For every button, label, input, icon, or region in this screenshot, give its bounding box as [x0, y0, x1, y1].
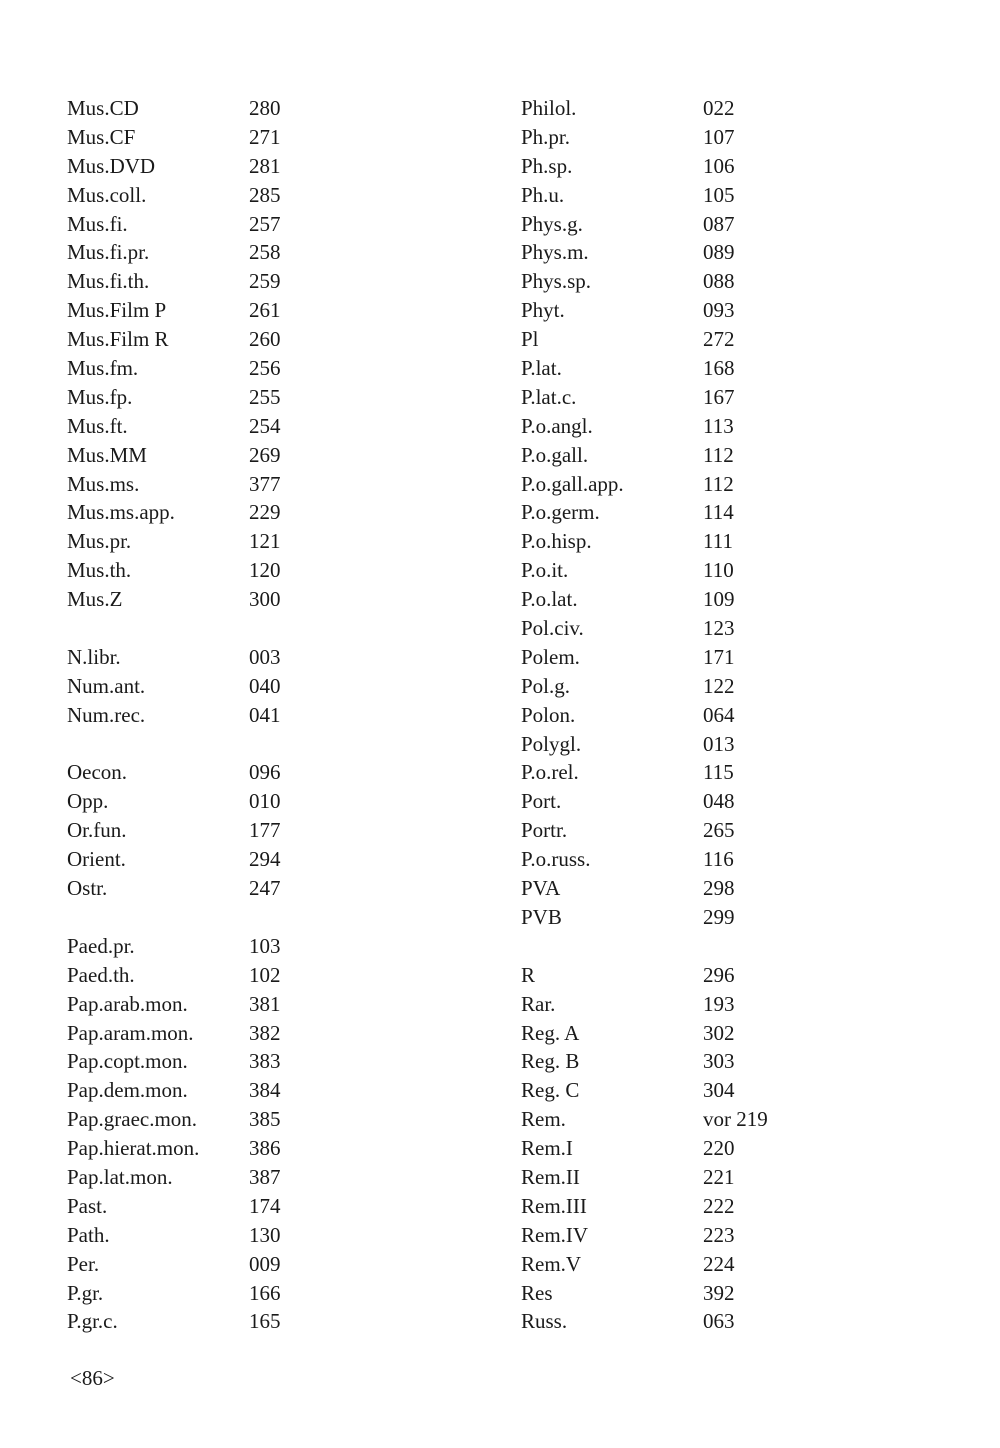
index-entry [521, 498, 768, 527]
entry-code: 174 [249, 1193, 281, 1218]
entry-abbreviation: P.lat. [521, 356, 562, 381]
entry-abbreviation: PVB [521, 904, 562, 929]
entry-code: 113 [703, 413, 734, 438]
entry-abbreviation: Mus.fp. [67, 384, 133, 409]
entry-abbreviation: Mus.ms.app. [67, 500, 175, 525]
entry-code: 103 [249, 933, 281, 958]
entry-abbreviation: Opp. [67, 789, 109, 814]
index-entry [67, 354, 281, 383]
entry-abbreviation: Reg. B [521, 1049, 580, 1074]
left-index-column [67, 94, 281, 1336]
entry-code: 040 [249, 673, 281, 698]
entry-code: 123 [703, 616, 735, 641]
entry-code: 384 [249, 1078, 281, 1103]
index-entry [67, 845, 281, 874]
entry-code: 381 [249, 991, 281, 1016]
entry-abbreviation: Num.ant. [67, 673, 146, 698]
index-entry [67, 1250, 281, 1279]
entry-code: 010 [249, 789, 281, 814]
index-entry [521, 325, 768, 354]
index-entry [67, 181, 281, 210]
section-gap [67, 903, 281, 932]
index-entry [521, 556, 768, 585]
entry-abbreviation: Num.rec. [67, 702, 146, 727]
entry-code: 166 [249, 1280, 281, 1305]
index-entry [521, 730, 768, 759]
entry-code: 112 [703, 442, 734, 467]
entry-abbreviation: Paed.pr. [67, 933, 135, 958]
entry-code: 048 [703, 789, 735, 814]
entry-abbreviation: Oecon. [67, 760, 128, 785]
entry-code: 294 [249, 847, 281, 872]
index-entry [67, 527, 281, 556]
index-entry [67, 1076, 281, 1105]
entry-abbreviation: Ph.u. [521, 182, 565, 207]
index-entry [67, 932, 281, 961]
entry-code: 009 [249, 1251, 281, 1276]
entry-abbreviation: Mus.th. [67, 558, 132, 583]
entry-abbreviation: Mus.coll. [67, 182, 147, 207]
entry-code: 121 [249, 529, 281, 554]
entry-abbreviation: Mus.ms. [67, 471, 140, 496]
index-entry [67, 816, 281, 845]
index-entry [521, 990, 768, 1019]
index-entry [521, 1163, 768, 1192]
index-entry [521, 1221, 768, 1250]
entry-abbreviation: Mus.DVD [67, 153, 156, 178]
entry-code: 304 [703, 1078, 735, 1103]
entry-abbreviation: Pol.civ. [521, 616, 584, 641]
index-entry [521, 701, 768, 730]
entry-abbreviation: P.o.rel. [521, 760, 579, 785]
index-entry [67, 1307, 281, 1336]
index-entry [521, 470, 768, 499]
entry-code: 255 [249, 384, 281, 409]
entry-abbreviation: Paed.th. [67, 962, 135, 987]
entry-abbreviation: P.o.angl. [521, 413, 593, 438]
entry-abbreviation: Port. [521, 789, 562, 814]
index-entry [521, 152, 768, 181]
entry-code: 171 [703, 644, 735, 669]
entry-code: 229 [249, 500, 281, 525]
section-gap [521, 932, 768, 961]
index-entry [67, 874, 281, 903]
entry-abbreviation: P.o.gall. [521, 442, 589, 467]
entry-code: 271 [249, 124, 281, 149]
entry-abbreviation: Rem. [521, 1107, 566, 1132]
entry-code: 120 [249, 558, 281, 583]
entry-abbreviation: Past. [67, 1193, 108, 1218]
entry-abbreviation: Reg. C [521, 1078, 580, 1103]
entry-abbreviation: Phys.g. [521, 211, 583, 236]
entry-code: 003 [249, 644, 281, 669]
entry-code: 063 [703, 1309, 735, 1334]
index-entry [67, 1192, 281, 1221]
index-entry [521, 1047, 768, 1076]
entry-code: 256 [249, 356, 281, 381]
entry-abbreviation: Rem.V [521, 1251, 582, 1276]
entry-abbreviation: Res [521, 1280, 553, 1305]
entry-abbreviation: Mus.Z [67, 587, 123, 612]
entry-abbreviation: Philol. [521, 96, 577, 120]
entry-code: 222 [703, 1193, 735, 1218]
entry-code: 383 [249, 1049, 281, 1074]
entry-code: 193 [703, 991, 735, 1016]
entry-code: 377 [249, 471, 281, 496]
index-entry [521, 643, 768, 672]
index-entry [67, 1019, 281, 1048]
entry-code: 168 [703, 356, 735, 381]
index-entry [67, 267, 281, 296]
entry-abbreviation: Mus.Film R [67, 327, 169, 352]
entry-code: 296 [703, 962, 735, 987]
index-entry [521, 1019, 768, 1048]
index-entry [67, 585, 281, 614]
entry-code: 300 [249, 587, 281, 612]
entry-code: 102 [249, 962, 281, 987]
entry-code: 302 [703, 1020, 735, 1045]
index-entry [521, 238, 768, 267]
entry-code: 261 [249, 298, 281, 323]
entry-code: 122 [703, 673, 735, 698]
entry-abbreviation: Mus.fi.th. [67, 269, 150, 294]
entry-abbreviation: Pap.copt.mon. [67, 1049, 188, 1074]
entry-code: 116 [703, 847, 734, 872]
index-entry [521, 1250, 768, 1279]
entry-code: 303 [703, 1049, 735, 1074]
entry-code: 298 [703, 876, 735, 901]
index-entry [521, 585, 768, 614]
entry-abbreviation: R [521, 962, 536, 987]
entry-abbreviation: Mus.ft. [67, 413, 128, 438]
index-entry [521, 123, 768, 152]
index-entry [67, 383, 281, 412]
entry-code: 258 [249, 240, 281, 265]
entry-abbreviation: P.o.russ. [521, 847, 591, 872]
index-entry [521, 1134, 768, 1163]
entry-abbreviation: Reg. A [521, 1020, 580, 1045]
entry-abbreviation: Polygl. [521, 731, 582, 756]
index-entry [67, 1105, 281, 1134]
entry-abbreviation: Polon. [521, 702, 576, 727]
entry-code: 221 [703, 1164, 735, 1189]
index-entry [67, 152, 281, 181]
entry-code: 224 [703, 1251, 735, 1276]
index-entry [521, 181, 768, 210]
entry-abbreviation: Rem.I [521, 1136, 573, 1161]
index-entry [67, 556, 281, 585]
entry-code: 257 [249, 211, 281, 236]
index-entry [67, 1163, 281, 1192]
index-entry [67, 94, 281, 123]
entry-abbreviation: Rem.II [521, 1164, 580, 1189]
entry-abbreviation: Rem.III [521, 1193, 587, 1218]
entry-code: 165 [249, 1309, 281, 1334]
entry-code: 392 [703, 1280, 735, 1305]
entry-abbreviation: Mus.fi. [67, 211, 128, 236]
entry-abbreviation: P.o.gall.app. [521, 471, 624, 496]
entry-code: 064 [703, 702, 735, 727]
entry-abbreviation: Mus.MM [67, 442, 147, 467]
index-entry [67, 412, 281, 441]
entry-code: 272 [703, 327, 735, 352]
index-entry [521, 210, 768, 239]
index-entry [521, 845, 768, 874]
entry-abbreviation: Path. [67, 1222, 110, 1247]
index-entry [521, 758, 768, 787]
entry-abbreviation: P.o.germ. [521, 500, 600, 525]
entry-abbreviation: Portr. [521, 818, 568, 843]
entry-abbreviation: Mus.CF [67, 124, 136, 149]
entry-code: 088 [703, 269, 735, 294]
entry-abbreviation: Phys.m. [521, 240, 589, 265]
entry-code: 110 [703, 558, 734, 583]
entry-abbreviation: Polem. [521, 644, 580, 669]
index-entry [67, 643, 281, 672]
index-entry [521, 441, 768, 470]
entry-code: 096 [249, 760, 281, 785]
index-entry [67, 498, 281, 527]
index-entry [521, 1105, 768, 1134]
entry-code: 130 [249, 1222, 281, 1247]
right-index-column [521, 94, 768, 1336]
index-entry [521, 874, 768, 903]
index-entry [521, 1307, 768, 1336]
entry-code: 281 [249, 153, 281, 178]
entry-abbreviation: Rar. [521, 991, 556, 1016]
entry-code: 022 [703, 96, 735, 120]
entry-code: 089 [703, 240, 735, 265]
index-entry [67, 672, 281, 701]
index-entry [521, 672, 768, 701]
index-entry [67, 787, 281, 816]
entry-code: 106 [703, 153, 735, 178]
entry-code: 041 [249, 702, 281, 727]
entry-abbreviation: P.gr.c. [67, 1309, 118, 1334]
entry-code: 387 [249, 1164, 281, 1189]
index-entry [521, 354, 768, 383]
entry-code: 299 [703, 904, 735, 929]
index-entry [67, 1134, 281, 1163]
entry-code: 111 [703, 529, 733, 554]
section-gap [67, 730, 281, 759]
entry-abbreviation: Pap.lat.mon. [67, 1164, 173, 1189]
index-entry [521, 1279, 768, 1308]
entry-code: 285 [249, 182, 281, 207]
entry-code: 247 [249, 876, 281, 901]
section-gap [67, 614, 281, 643]
index-entry [67, 470, 281, 499]
entry-abbreviation: Orient. [67, 847, 126, 872]
index-entry [521, 527, 768, 556]
entry-abbreviation: Ph.sp. [521, 153, 573, 178]
entry-code: 167 [703, 384, 735, 409]
entry-code: 087 [703, 211, 735, 236]
index-entry [67, 238, 281, 267]
index-entry [521, 94, 768, 123]
entry-code: 280 [249, 96, 281, 120]
index-entry [521, 816, 768, 845]
entry-abbreviation: P.o.lat. [521, 587, 578, 612]
entry-abbreviation: Mus.Film P [67, 298, 167, 323]
entry-abbreviation: Pap.aram.mon. [67, 1020, 194, 1045]
entry-abbreviation: P.o.it. [521, 558, 569, 583]
index-entry [67, 961, 281, 990]
entry-abbreviation: Pol.g. [521, 673, 571, 698]
index-entry [521, 1076, 768, 1105]
entry-code: 223 [703, 1222, 735, 1247]
entry-abbreviation: Ostr. [67, 876, 108, 901]
entry-code: 114 [703, 500, 734, 525]
index-entry [521, 787, 768, 816]
index-entry [67, 210, 281, 239]
entry-abbreviation: N.libr. [67, 644, 121, 669]
index-entry [67, 441, 281, 470]
entry-abbreviation: Rem.IV [521, 1222, 589, 1247]
entry-abbreviation: Pap.graec.mon. [67, 1107, 198, 1132]
entry-code: 382 [249, 1020, 281, 1045]
entry-abbreviation: Per. [67, 1251, 100, 1276]
index-entry [67, 1279, 281, 1308]
index-entry [521, 614, 768, 643]
index-entry [521, 412, 768, 441]
entry-abbreviation: PVA [521, 876, 561, 901]
entry-abbreviation: Phys.sp. [521, 269, 592, 294]
entry-code: 177 [249, 818, 281, 843]
index-entry [67, 123, 281, 152]
entry-abbreviation: Pap.hierat.mon. [67, 1136, 200, 1161]
entry-abbreviation: P.lat.c. [521, 384, 577, 409]
index-entry [67, 701, 281, 730]
entry-code: 112 [703, 471, 734, 496]
entry-code: 386 [249, 1136, 281, 1161]
page-number: <86> [70, 1366, 115, 1390]
entry-code: 269 [249, 442, 281, 467]
entry-code: 093 [703, 298, 735, 323]
index-entry [521, 1192, 768, 1221]
index-entry [521, 267, 768, 296]
index-entry [521, 383, 768, 412]
entry-code: 107 [703, 124, 735, 149]
entry-abbreviation: P.gr. [67, 1280, 104, 1305]
index-entry [67, 325, 281, 354]
entry-abbreviation: Ph.pr. [521, 124, 571, 149]
entry-abbreviation: Phyt. [521, 298, 565, 323]
index-entry [67, 296, 281, 325]
entry-code: 254 [249, 413, 281, 438]
entry-abbreviation: Or.fun. [67, 818, 127, 843]
entry-abbreviation: P.o.hisp. [521, 529, 592, 554]
entry-code: 115 [703, 760, 734, 785]
entry-code: 220 [703, 1136, 735, 1161]
entry-code: 385 [249, 1107, 281, 1132]
entry-code: 013 [703, 731, 735, 756]
entry-code: vor 219 [703, 1107, 768, 1132]
entry-abbreviation: Mus.CD [67, 96, 139, 120]
entry-abbreviation: Pap.arab.mon. [67, 991, 188, 1016]
index-entry [521, 961, 768, 990]
entry-abbreviation: Pap.dem.mon. [67, 1078, 188, 1103]
entry-code: 260 [249, 327, 281, 352]
entry-abbreviation: Russ. [521, 1309, 568, 1334]
entry-abbreviation: Pl [521, 327, 539, 352]
entry-abbreviation: Mus.fi.pr. [67, 240, 150, 265]
entry-code: 109 [703, 587, 735, 612]
entry-abbreviation: Mus.pr. [67, 529, 132, 554]
entry-abbreviation: Mus.fm. [67, 356, 139, 381]
entry-code: 265 [703, 818, 735, 843]
index-entry [67, 990, 281, 1019]
entry-code: 259 [249, 269, 281, 294]
index-entry [67, 1047, 281, 1076]
index-entry [67, 1221, 281, 1250]
index-entry [521, 296, 768, 325]
entry-code: 105 [703, 182, 735, 207]
index-entry [67, 758, 281, 787]
index-entry [521, 903, 768, 932]
